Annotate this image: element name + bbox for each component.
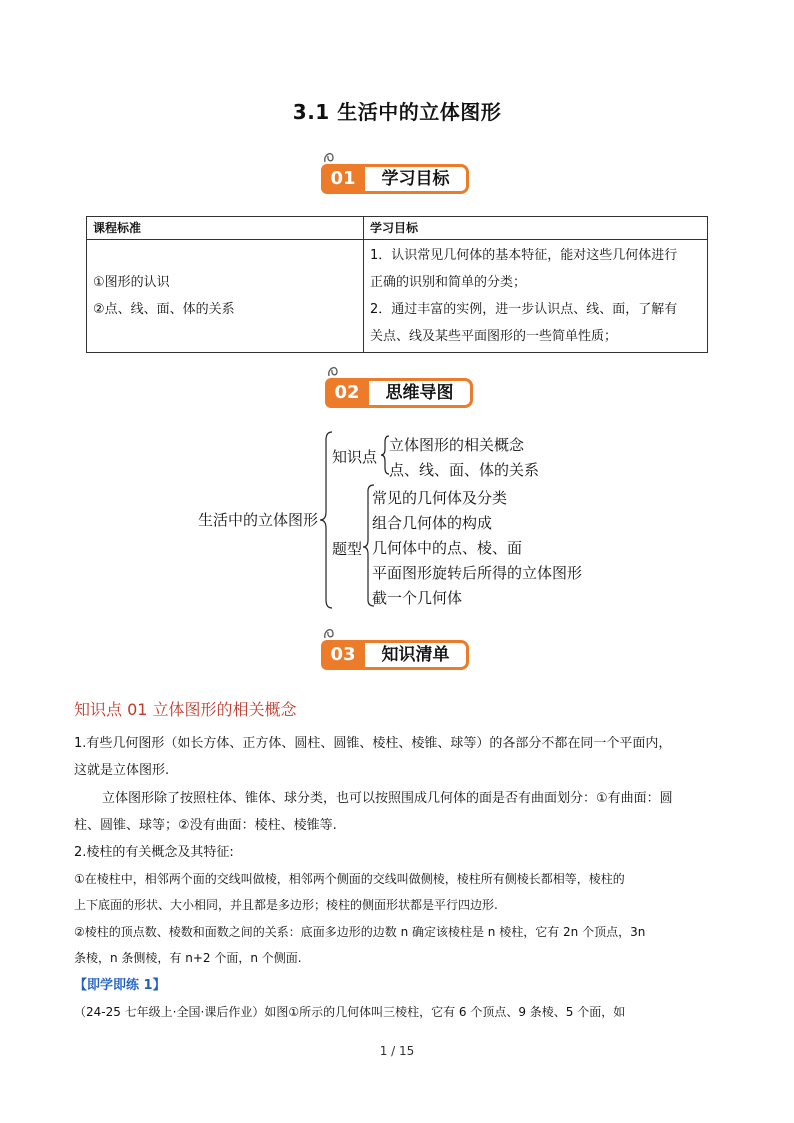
goal-line: 正确的识别和简单的分类； — [370, 275, 527, 290]
knowledge-point-heading: 知识点 01 立体图形的相关概念 — [74, 700, 297, 719]
mindmap-item: 组合几何体的构成 — [372, 514, 493, 532]
mindmap-item: 平面图形旋转后所得的立体图形 — [372, 564, 583, 582]
paragraph: ②棱柱的顶点数、棱数和面数之间的关系：底面多边形的边数 n 确定该棱柱是 n 棱柱，它有 2n 个顶点，3n — [74, 925, 646, 939]
section-label: 学习目标 — [365, 164, 469, 194]
section-label: 思维导图 — [369, 378, 473, 408]
paragraph: 这就是立体图形. — [74, 763, 170, 778]
paragraph: （24-25 七年级上·全国·课后作业）如图①所示的几何体叫三棱柱，它有 6 个顶点、9 条棱、5 个面，如 — [74, 1005, 626, 1019]
standard-line: ②点、线、面、体的关系 — [93, 302, 235, 317]
page-number: 1 / 15 — [379, 1044, 415, 1058]
section-number: 02 — [325, 378, 369, 408]
page-title: 3.1 生活中的立体图形 — [292, 100, 502, 124]
paragraph: 立体图形除了按照柱体、锥体、球分类，也可以按照围成几何体的面是否有曲面划分：①有曲面：圆 — [102, 791, 673, 806]
table-header-goals: 学习目标 — [364, 217, 708, 240]
goal-line: 1．认识常见几何体的基本特征，能对这些几何体进行 — [370, 248, 678, 263]
mindmap-item: 常见的几何体及分类 — [372, 489, 508, 507]
paragraph: 1.有些几何图形（如长方体、正方体、圆柱、圆锥、棱柱、棱锥、球等）的各部分不都在同一个平面内， — [74, 736, 672, 751]
mindmap-root: 生活中的立体图形 — [198, 511, 319, 529]
mindmap-item: 点、线、面、体的关系 — [389, 461, 540, 479]
goal-line: 2．通过丰富的实例，进一步认识点、线、面，了解有 — [370, 302, 678, 317]
section-label: 知识清单 — [365, 640, 469, 670]
mindmap-branch-types: 题型 — [332, 540, 363, 558]
paragraph: 柱、圆锥、球等；②没有曲面：棱柱、棱锥等. — [74, 818, 337, 833]
practice-label: 【即学即练 1】 — [74, 978, 166, 993]
standard-line: ①图形的认识 — [93, 275, 170, 290]
paragraph: 上下底面的形状、大小相同，并且都是多边形；棱柱的侧面形状都是平行四边形. — [74, 898, 498, 912]
mindmap-branch-knowledge: 知识点 — [332, 448, 378, 466]
paragraph: 条棱，n 条侧棱，有 n+2 个面，n 个侧面. — [74, 951, 302, 965]
section-badge-knowledge — [321, 630, 481, 670]
paragraph: 2.棱柱的有关概念及其特征: — [74, 845, 234, 860]
mindmap-item: 几何体中的点、棱、面 — [372, 539, 523, 557]
mindmap-item: 立体图形的相关概念 — [389, 436, 525, 454]
section-number: 01 — [321, 164, 365, 194]
table-header-standard: 课程标准 — [87, 217, 364, 240]
mindmap-item: 截一个几何体 — [372, 589, 463, 607]
section-number: 03 — [321, 640, 365, 670]
goal-line: 关点、线及某些平面图形的一些简单性质； — [370, 329, 618, 344]
paragraph: ①在棱柱中，相邻两个面的交线叫做棱，相邻两个侧面的交线叫做侧棱，棱柱所有侧棱长都相等，棱柱的 — [74, 872, 625, 886]
